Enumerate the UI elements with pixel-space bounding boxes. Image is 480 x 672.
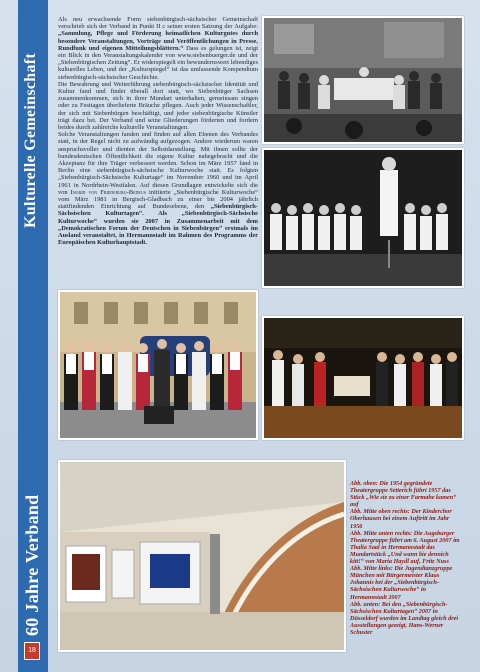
paragraph-2: Die Bewahrung und Weiterführung siebenbürgisch-sächsischer Identität und Kultur fand und findet überall dort statt, wo Siebenbürger Sachsen zusammenkommen, sich in ihrer Mundart unterhalten, gemeinsam singen oder zu Festtagen überlieferte Bräuche pflegen. Auch jeder Wissenschaftler, der sich mit Siebenbürgen beschäftigt, und jeder siebenbürgische Künstler trägt dazu bei. Der Verband und seine Gliederungen förderten und fordern beides durch zahlreiche kulturelle Veranstaltungen. [58,80,258,132]
photo-childrens-choir-1956 [262,148,464,288]
caption-middle-bottom-right: Abb. Mitte unten rechts: Die Augsburger Theatergruppe führt am 6. August 2007 im Thalia Saal in Hermannstadt das Mundartstück „Und wann bie dennich kitt!“ von Maria Haydl auf, Fritz Nuss [350,529,460,566]
section-title: Kulturelle Gemeinschaft [22,52,39,228]
photo-youth-dance-group-2007 [58,290,258,440]
article-text [58,16,258,247]
photo-captions [350,480,462,636]
caption-bottom: Abb. unten: Bei den „Siebenbürgisch-Sächsischen Kulturtagen“ 2007 in Düsseldorf wurden im Landtag gleich drei Ausstellungen gezeigt, Hans-Werner Schuster [350,600,459,636]
caption-middle-top-right: Abb. Mitte oben rechts: Der Kinderchor Oberhausen bei einem Auftritt im Jahr 1956 [350,508,452,530]
page-number: 18 [24,642,40,660]
paragraph-3: Solche Veranstaltungen fanden und finden auf allen Ebenen des Verbandes statt, in der Regel nicht zu aufwändig aufgezogen. Andere wiederum waren anspruchsvoller und dienten der Selbstdarstellung. Mit ihnen sollte der bundesdeutschen Öffentlichkeit die eigene Kultur nahegebracht und die Akzeptanz für ihre Träger verbessert werden. Schon im März 1957 fand in Berlin eine siebenbürgisch-sächsische Kulturwoche statt. Es folgten „Siebenbürgisch-Sächsische Kulturtage“ im November 1960 und im April 1961 in Nordrhein-Westfalen. Auf diesen Grundlagen entwickelte sich die von Ingrid von Friedeburg-Bedeus initiierte „Siebenbürgische Kulturwoche“ vom März 1981 in Bergisch-Gladbach zu einer bis 2004 jährlich stattfindenden Einrichtung auf Bundesebene, den „Siebenbürgisch-Sächsischen Kulturtagen“. Als „Siebenbürgisch-Sächsische Kulturwoche“ wurden sie 2007 in Zusammenarbeit mit dem „Demokratischen Forum der Deutschen in Siebenbürgen“ erstmals im Ausland veranstaltet, in Hermannstadt im Rahmen des Programms der Europäischen Kulturhauptstadt. [58,131,258,247]
photo-augsburg-theatre-2007 [262,316,464,440]
photo-exhibition-landtag-2007 [58,460,346,652]
chapter-title: 60 Jahre Verband [22,494,42,636]
caption-top: Abb. oben: Die 1954 gegründete Theatergruppe Setterich führt 1957 das Stück „Wie sie zu einer Farmahe kamen“ auf [350,480,457,509]
photo-theatre-group-1957 [262,16,464,144]
caption-middle-left: Abb. Mitte links: Die Jugendtanzgruppe München mit Bürgermeister Klaus Johannis bei der „Siebenbürgisch-Sächsischen Kulturwoche“ in Hermannstadt 2007 [350,565,453,601]
paragraph-1: Als neu erwachsende Form siebenbürgisch-sächsischer Gemeinschaft verschrieb sich der Verband in Punkt II c seiner ersten Satzung der Aufgabe: „Sammlung, Pflege und Förderung heimatlichen Kulturgutes durch besondere Veranstaltungen, Vorträge und Veröffentlichungen in Presse, Rundfunk und eigenen Mitteilungsblättern.“ Dass es gelungen ist, zeigt ein Blick in den Veranstaltungskalender von www.siebenbuerger.de und der „Siebenbürgischen Zeitung“. Er widerspiegelt ein bewundernswert lebendiges kulturelles Leben, und der „Kulturspiegel“ ist das umfassende Kompendium siebenbürgisch-sächsischer Geschichte. [58,16,258,81]
